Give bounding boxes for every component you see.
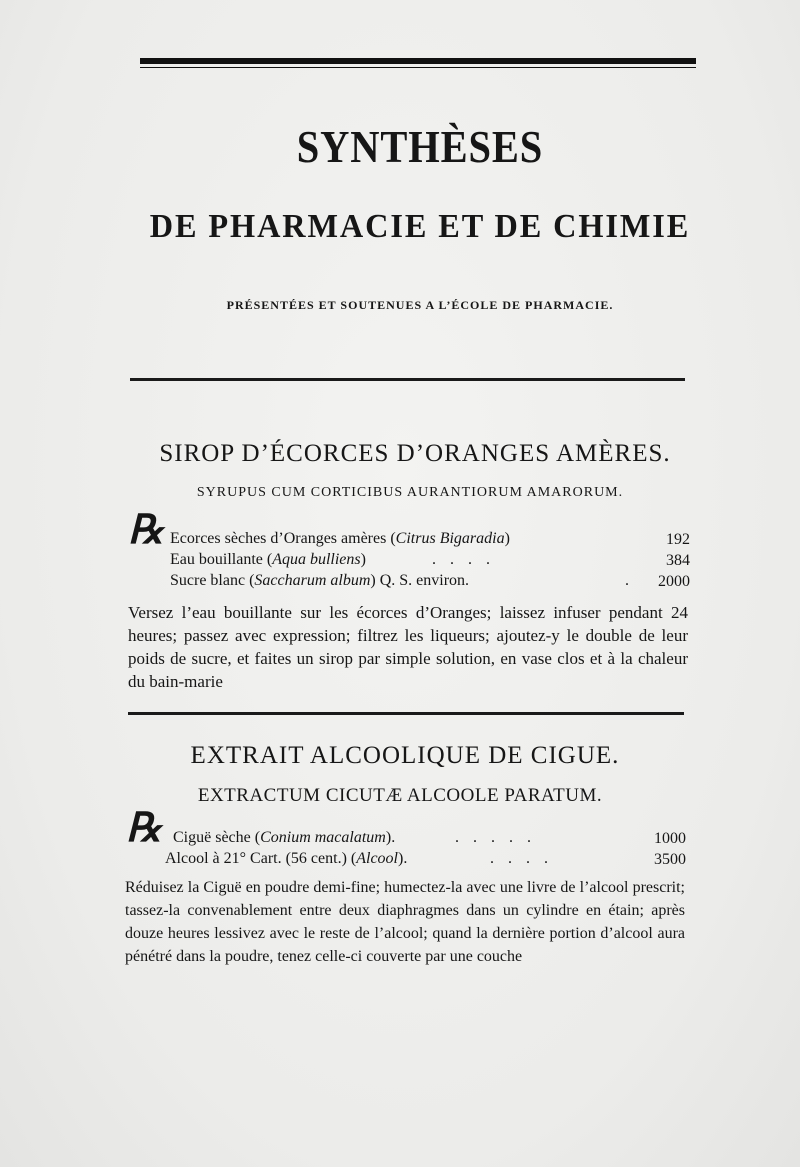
section1-latin: SYRUPUS CUM CORTICIBUS AURANTIORUM AMARORUM. — [196, 485, 624, 500]
ingredient-2: Eau bouillante (Aqua bulliens) . . . . — [170, 551, 495, 568]
ingredient-5: Alcool à 21° Cart. (56 cent.) (Alcool). . . . . — [165, 850, 553, 867]
ingredient-4-qty: 1000 — [654, 830, 686, 847]
main-subtitle: DE PHARMACIE ET DE CHIMIE — [149, 208, 691, 245]
section2-paragraph: Réduisez la Ciguë en poudre demi-fine; humectez-la avec une livre de l’alcool prescrit; tassez-la convenablement entre deux diaphragmes dans un cylindre en étain; après douze heures lessivez avec le reste de l’alcool; quand la dernière portion d’alcool aura pénétré dans la poudre, tenez celle-ci couverte par une couche — [125, 879, 685, 965]
ingredient-1-qty: 192 — [666, 531, 690, 548]
section2-title: EXTRAIT ALCOOLIQUE DE CIGUE. — [190, 742, 620, 769]
section1-title: SIROP D’ÉCORCES D’ORANGES AMÈRES. — [159, 440, 671, 467]
section-divider-1 — [130, 378, 685, 381]
section2-latin: EXTRACTUM CICUTÆ ALCOOLE PARATUM. — [197, 785, 603, 806]
main-title: SYNTHÈSES — [296, 121, 544, 172]
recipe-symbol-icon-2: ℞ — [126, 804, 162, 851]
ingredient-1: Ecorces sèches d’Oranges amères (Citrus Bigaradia) — [170, 530, 510, 547]
section-divider-2 — [128, 712, 684, 715]
ingredient-3-qty: 2000 — [658, 573, 690, 590]
ingredient-2-qty: 384 — [666, 552, 690, 569]
ingredient-5-qty: 3500 — [654, 851, 686, 868]
section1-paragraph: Versez l’eau bouillante sur les écorces d’Oranges; laissez infuser pendant 24 heures; passez avec expression; filtrez les liqueurs; ajoutez-y le double de leur poids de sucre, et faites un sirop par simple solution, en vase clos et à la chaleur du bain-marie — [128, 603, 688, 691]
top-heavy-rule — [140, 58, 696, 64]
ingredient-4: Ciguë sèche (Conium macalatum). . . . . . — [173, 829, 536, 846]
top-thin-rule — [140, 67, 696, 68]
recipe-symbol-icon: ℞ — [128, 506, 164, 553]
presented-line: PRÉSENTÉES ET SOUTENUES A L’ÉCOLE DE PHARMACIE. — [226, 298, 614, 312]
ingredient-3: Sucre blanc (Saccharum album) Q. S. environ. . — [170, 572, 634, 589]
